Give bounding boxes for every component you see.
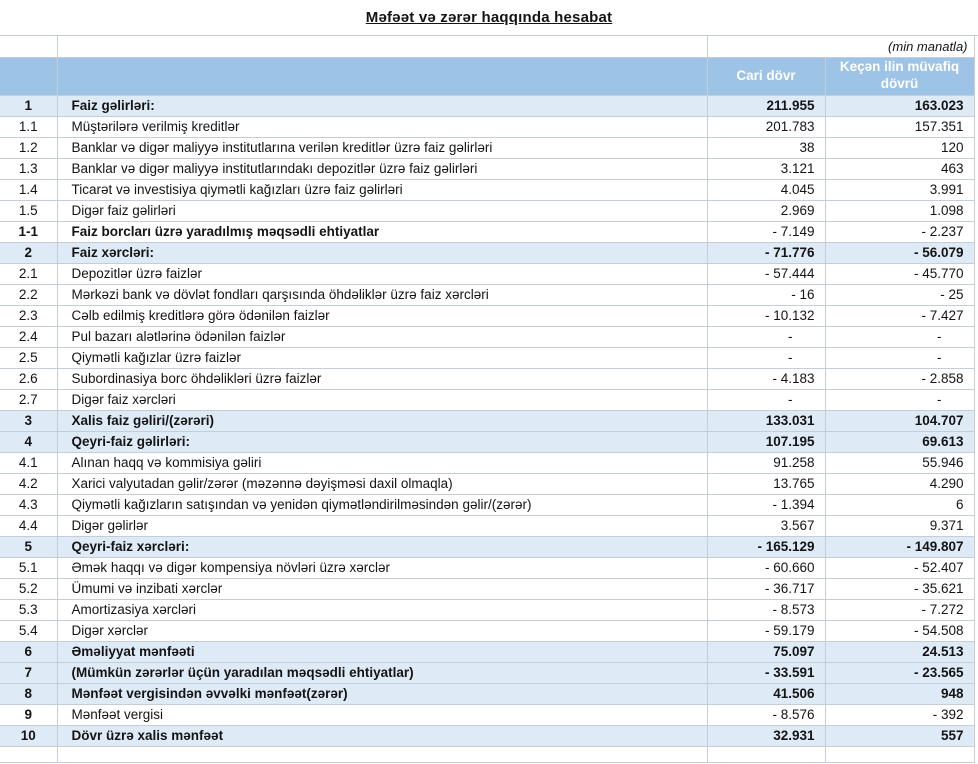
current-period-cell: 75.097: [707, 641, 825, 662]
bottom-filler-row: [0, 746, 974, 762]
previous-period-cell: 163.023: [825, 95, 974, 116]
row-label-cell: Qeyri-faiz xərcləri:: [57, 536, 707, 557]
row-label-cell: Xarici valyutadan gəlir/zərər (məzənnə dəyişməsi daxil olmaqla): [57, 473, 707, 494]
previous-period-cell: 120: [825, 137, 974, 158]
row-label-cell: Xalis faiz gəliri/(zərəri): [57, 410, 707, 431]
previous-period-cell: 1.098: [825, 200, 974, 221]
previous-period-cell: - 2.237: [825, 221, 974, 242]
row-label-cell: Banklar və digər maliyyə institutlarındakı depozitlər üzrə faiz gəlirləri: [57, 158, 707, 179]
current-period-cell: 2.969: [707, 200, 825, 221]
row-number-cell: 4: [0, 431, 57, 452]
current-period-cell: - 8.576: [707, 704, 825, 725]
current-period-cell: - 71.776: [707, 242, 825, 263]
row-label-cell: Mənfəət vergisi: [57, 704, 707, 725]
empty-cell: [57, 36, 707, 57]
previous-period-cell: -: [825, 389, 974, 410]
previous-period-cell: - 56.079: [825, 242, 974, 263]
row-number-cell: 2.7: [0, 389, 57, 410]
table-row: [0, 431, 974, 452]
row-label-cell: Subordinasiya borc öhdəlikləri üzrə faizlər: [57, 368, 707, 389]
row-label-cell: Dövr üzrə xalis mənfəət: [57, 725, 707, 746]
row-label-cell: Qiymətli kağızlar üzrə faizlər: [57, 347, 707, 368]
current-period-cell: - 165.129: [707, 536, 825, 557]
row-label-cell: Amortizasiya xərcləri: [57, 599, 707, 620]
row-number-cell: 1.3: [0, 158, 57, 179]
table-row: [0, 95, 974, 116]
previous-period-cell: - 149.807: [825, 536, 974, 557]
row-label-cell: (Mümkün zərərlər üçün yaradılan məqsədli ehtiyatlar): [57, 662, 707, 683]
row-number-cell: 2.3: [0, 305, 57, 326]
row-number-cell: 5: [0, 536, 57, 557]
row-number-cell: 1.2: [0, 137, 57, 158]
row-label-cell: Mənfəət vergisindən əvvəlki mənfəət(zərər): [57, 683, 707, 704]
table-row: [0, 557, 974, 578]
table-row: [0, 221, 974, 242]
empty-cell: [825, 746, 974, 762]
row-label-cell: Əmək haqqı və digər kompensiya növləri üzrə xərclər: [57, 557, 707, 578]
previous-period-cell: - 23.565: [825, 662, 974, 683]
table-row: [0, 368, 974, 389]
table-row: [0, 284, 974, 305]
current-period-cell: -: [707, 347, 825, 368]
table-row: [0, 662, 974, 683]
table-row: [0, 263, 974, 284]
row-number-cell: 6: [0, 641, 57, 662]
unit-note: (min manatla): [707, 36, 974, 57]
current-period-cell: - 8.573: [707, 599, 825, 620]
row-number-cell: 4.1: [0, 452, 57, 473]
current-period-cell: - 1.394: [707, 494, 825, 515]
current-period-cell: 4.045: [707, 179, 825, 200]
table-row: [0, 536, 974, 557]
previous-period-cell: - 54.508: [825, 620, 974, 641]
table-row: [0, 452, 974, 473]
previous-period-cell: 24.513: [825, 641, 974, 662]
previous-period-cell: 104.707: [825, 410, 974, 431]
row-number-cell: 2.6: [0, 368, 57, 389]
current-period-cell: - 57.444: [707, 263, 825, 284]
previous-period-cell: -: [825, 326, 974, 347]
row-number-cell: 2.5: [0, 347, 57, 368]
row-number-cell: 1-1: [0, 221, 57, 242]
previous-period-cell: 4.290: [825, 473, 974, 494]
row-number-cell: 2.2: [0, 284, 57, 305]
previous-period-cell: 6: [825, 494, 974, 515]
table-row: [0, 683, 974, 704]
table-row: [0, 620, 974, 641]
previous-period-cell: - 35.621: [825, 578, 974, 599]
row-number-cell: 2.1: [0, 263, 57, 284]
previous-period-cell: - 25: [825, 284, 974, 305]
unit-note-row: [0, 36, 974, 57]
table-row: [0, 725, 974, 746]
current-period-cell: 38: [707, 137, 825, 158]
previous-period-cell: 3.991: [825, 179, 974, 200]
page-title: Məfəət və zərər haqqında hesabat: [365, 9, 613, 26]
table-row: [0, 494, 974, 515]
table-row: [0, 179, 974, 200]
header-empty-cell: [0, 57, 57, 95]
table-row: [0, 305, 974, 326]
empty-cell: [57, 746, 707, 762]
profit-loss-table: [0, 36, 975, 763]
table-row: [0, 389, 974, 410]
table-row: [0, 599, 974, 620]
current-period-cell: 201.783: [707, 116, 825, 137]
previous-period-cell: 557: [825, 725, 974, 746]
table-row: [0, 410, 974, 431]
row-label-cell: Pul bazarı alətlərinə ödənilən faizlər: [57, 326, 707, 347]
current-period-cell: 32.931: [707, 725, 825, 746]
row-number-cell: 1.4: [0, 179, 57, 200]
row-label-cell: Alınan haqq və kommisiya gəliri: [57, 452, 707, 473]
current-period-cell: 91.258: [707, 452, 825, 473]
row-number-cell: 2: [0, 242, 57, 263]
row-label-cell: Faiz borcları üzrə yaradılmış məqsədli ehtiyatlar: [57, 221, 707, 242]
table-row: [0, 578, 974, 599]
row-number-cell: 1: [0, 95, 57, 116]
row-number-cell: 5.2: [0, 578, 57, 599]
previous-period-cell: 9.371: [825, 515, 974, 536]
empty-cell: [707, 746, 825, 762]
table-row: [0, 158, 974, 179]
row-number-cell: 10: [0, 725, 57, 746]
row-label-cell: Banklar və digər maliyyə institutlarına verilən kreditlər üzrə faiz gəlirləri: [57, 137, 707, 158]
row-number-cell: 5.3: [0, 599, 57, 620]
header-previous-period: Keçən ilin müvafiq dövrü: [825, 57, 974, 95]
row-label-cell: Digər faiz gəlirləri: [57, 200, 707, 221]
row-number-cell: 7: [0, 662, 57, 683]
table-row: [0, 515, 974, 536]
current-period-cell: 13.765: [707, 473, 825, 494]
row-number-cell: 1.1: [0, 116, 57, 137]
previous-period-cell: 69.613: [825, 431, 974, 452]
row-label-cell: Ticarət və investisiya qiymətli kağızları üzrə faiz gəlirləri: [57, 179, 707, 200]
previous-period-cell: 948: [825, 683, 974, 704]
previous-period-cell: -: [825, 347, 974, 368]
row-label-cell: Digər xərclər: [57, 620, 707, 641]
row-label-cell: Depozitlər üzrə faizlər: [57, 263, 707, 284]
row-number-cell: 9: [0, 704, 57, 725]
row-number-cell: 5.4: [0, 620, 57, 641]
row-label-cell: Müştərilərə verilmiş kreditlər: [57, 116, 707, 137]
row-label-cell: Əməliyyat mənfəəti: [57, 641, 707, 662]
table-row: [0, 242, 974, 263]
row-label-cell: Faiz xərcləri:: [57, 242, 707, 263]
table-row: [0, 704, 974, 725]
current-period-cell: 41.506: [707, 683, 825, 704]
current-period-cell: - 59.179: [707, 620, 825, 641]
current-period-cell: - 60.660: [707, 557, 825, 578]
row-label-cell: Qiymətli kağızların satışından və yenidən qiymətləndirilməsindən gəlir/(zərər): [57, 494, 707, 515]
row-number-cell: 3: [0, 410, 57, 431]
current-period-cell: -: [707, 326, 825, 347]
previous-period-cell: - 52.407: [825, 557, 974, 578]
row-label-cell: Faiz gəlirləri:: [57, 95, 707, 116]
table-header-row: [0, 57, 974, 95]
table-row: [0, 641, 974, 662]
current-period-cell: 107.195: [707, 431, 825, 452]
row-label-cell: Cəlb edilmiş kreditlərə görə ödənilən faizlər: [57, 305, 707, 326]
previous-period-cell: 55.946: [825, 452, 974, 473]
previous-period-cell: 157.351: [825, 116, 974, 137]
previous-period-cell: - 392: [825, 704, 974, 725]
row-label-cell: Ümumi və inzibati xərclər: [57, 578, 707, 599]
row-number-cell: 2.4: [0, 326, 57, 347]
table-row: [0, 473, 974, 494]
row-number-cell: 4.4: [0, 515, 57, 536]
current-period-cell: - 16: [707, 284, 825, 305]
header-current-period: Cari dövr: [707, 57, 825, 95]
previous-period-cell: - 7.272: [825, 599, 974, 620]
table-row: [0, 116, 974, 137]
current-period-cell: 211.955: [707, 95, 825, 116]
previous-period-cell: - 7.427: [825, 305, 974, 326]
empty-cell: [0, 36, 57, 57]
report-title-row: [0, 0, 978, 36]
current-period-cell: 3.121: [707, 158, 825, 179]
row-label-cell: Digər gəlirlər: [57, 515, 707, 536]
row-number-cell: 4.3: [0, 494, 57, 515]
current-period-cell: - 33.591: [707, 662, 825, 683]
row-label-cell: Mərkəzi bank və dövlət fondları qarşısında öhdəliklər üzrə faiz xərcləri: [57, 284, 707, 305]
current-period-cell: -: [707, 389, 825, 410]
current-period-cell: - 7.149: [707, 221, 825, 242]
empty-cell: [0, 746, 57, 762]
header-empty-cell: [57, 57, 707, 95]
current-period-cell: 3.567: [707, 515, 825, 536]
current-period-cell: 133.031: [707, 410, 825, 431]
previous-period-cell: - 45.770: [825, 263, 974, 284]
table-row: [0, 347, 974, 368]
row-number-cell: 5.1: [0, 557, 57, 578]
row-number-cell: 4.2: [0, 473, 57, 494]
previous-period-cell: 463: [825, 158, 974, 179]
current-period-cell: - 10.132: [707, 305, 825, 326]
current-period-cell: - 4.183: [707, 368, 825, 389]
row-number-cell: 8: [0, 683, 57, 704]
previous-period-cell: - 2.858: [825, 368, 974, 389]
current-period-cell: - 36.717: [707, 578, 825, 599]
table-row: [0, 326, 974, 347]
row-label-cell: Qeyri-faiz gəlirləri:: [57, 431, 707, 452]
row-label-cell: Digər faiz xərcləri: [57, 389, 707, 410]
table-row: [0, 200, 974, 221]
table-row: [0, 137, 974, 158]
row-number-cell: 1.5: [0, 200, 57, 221]
